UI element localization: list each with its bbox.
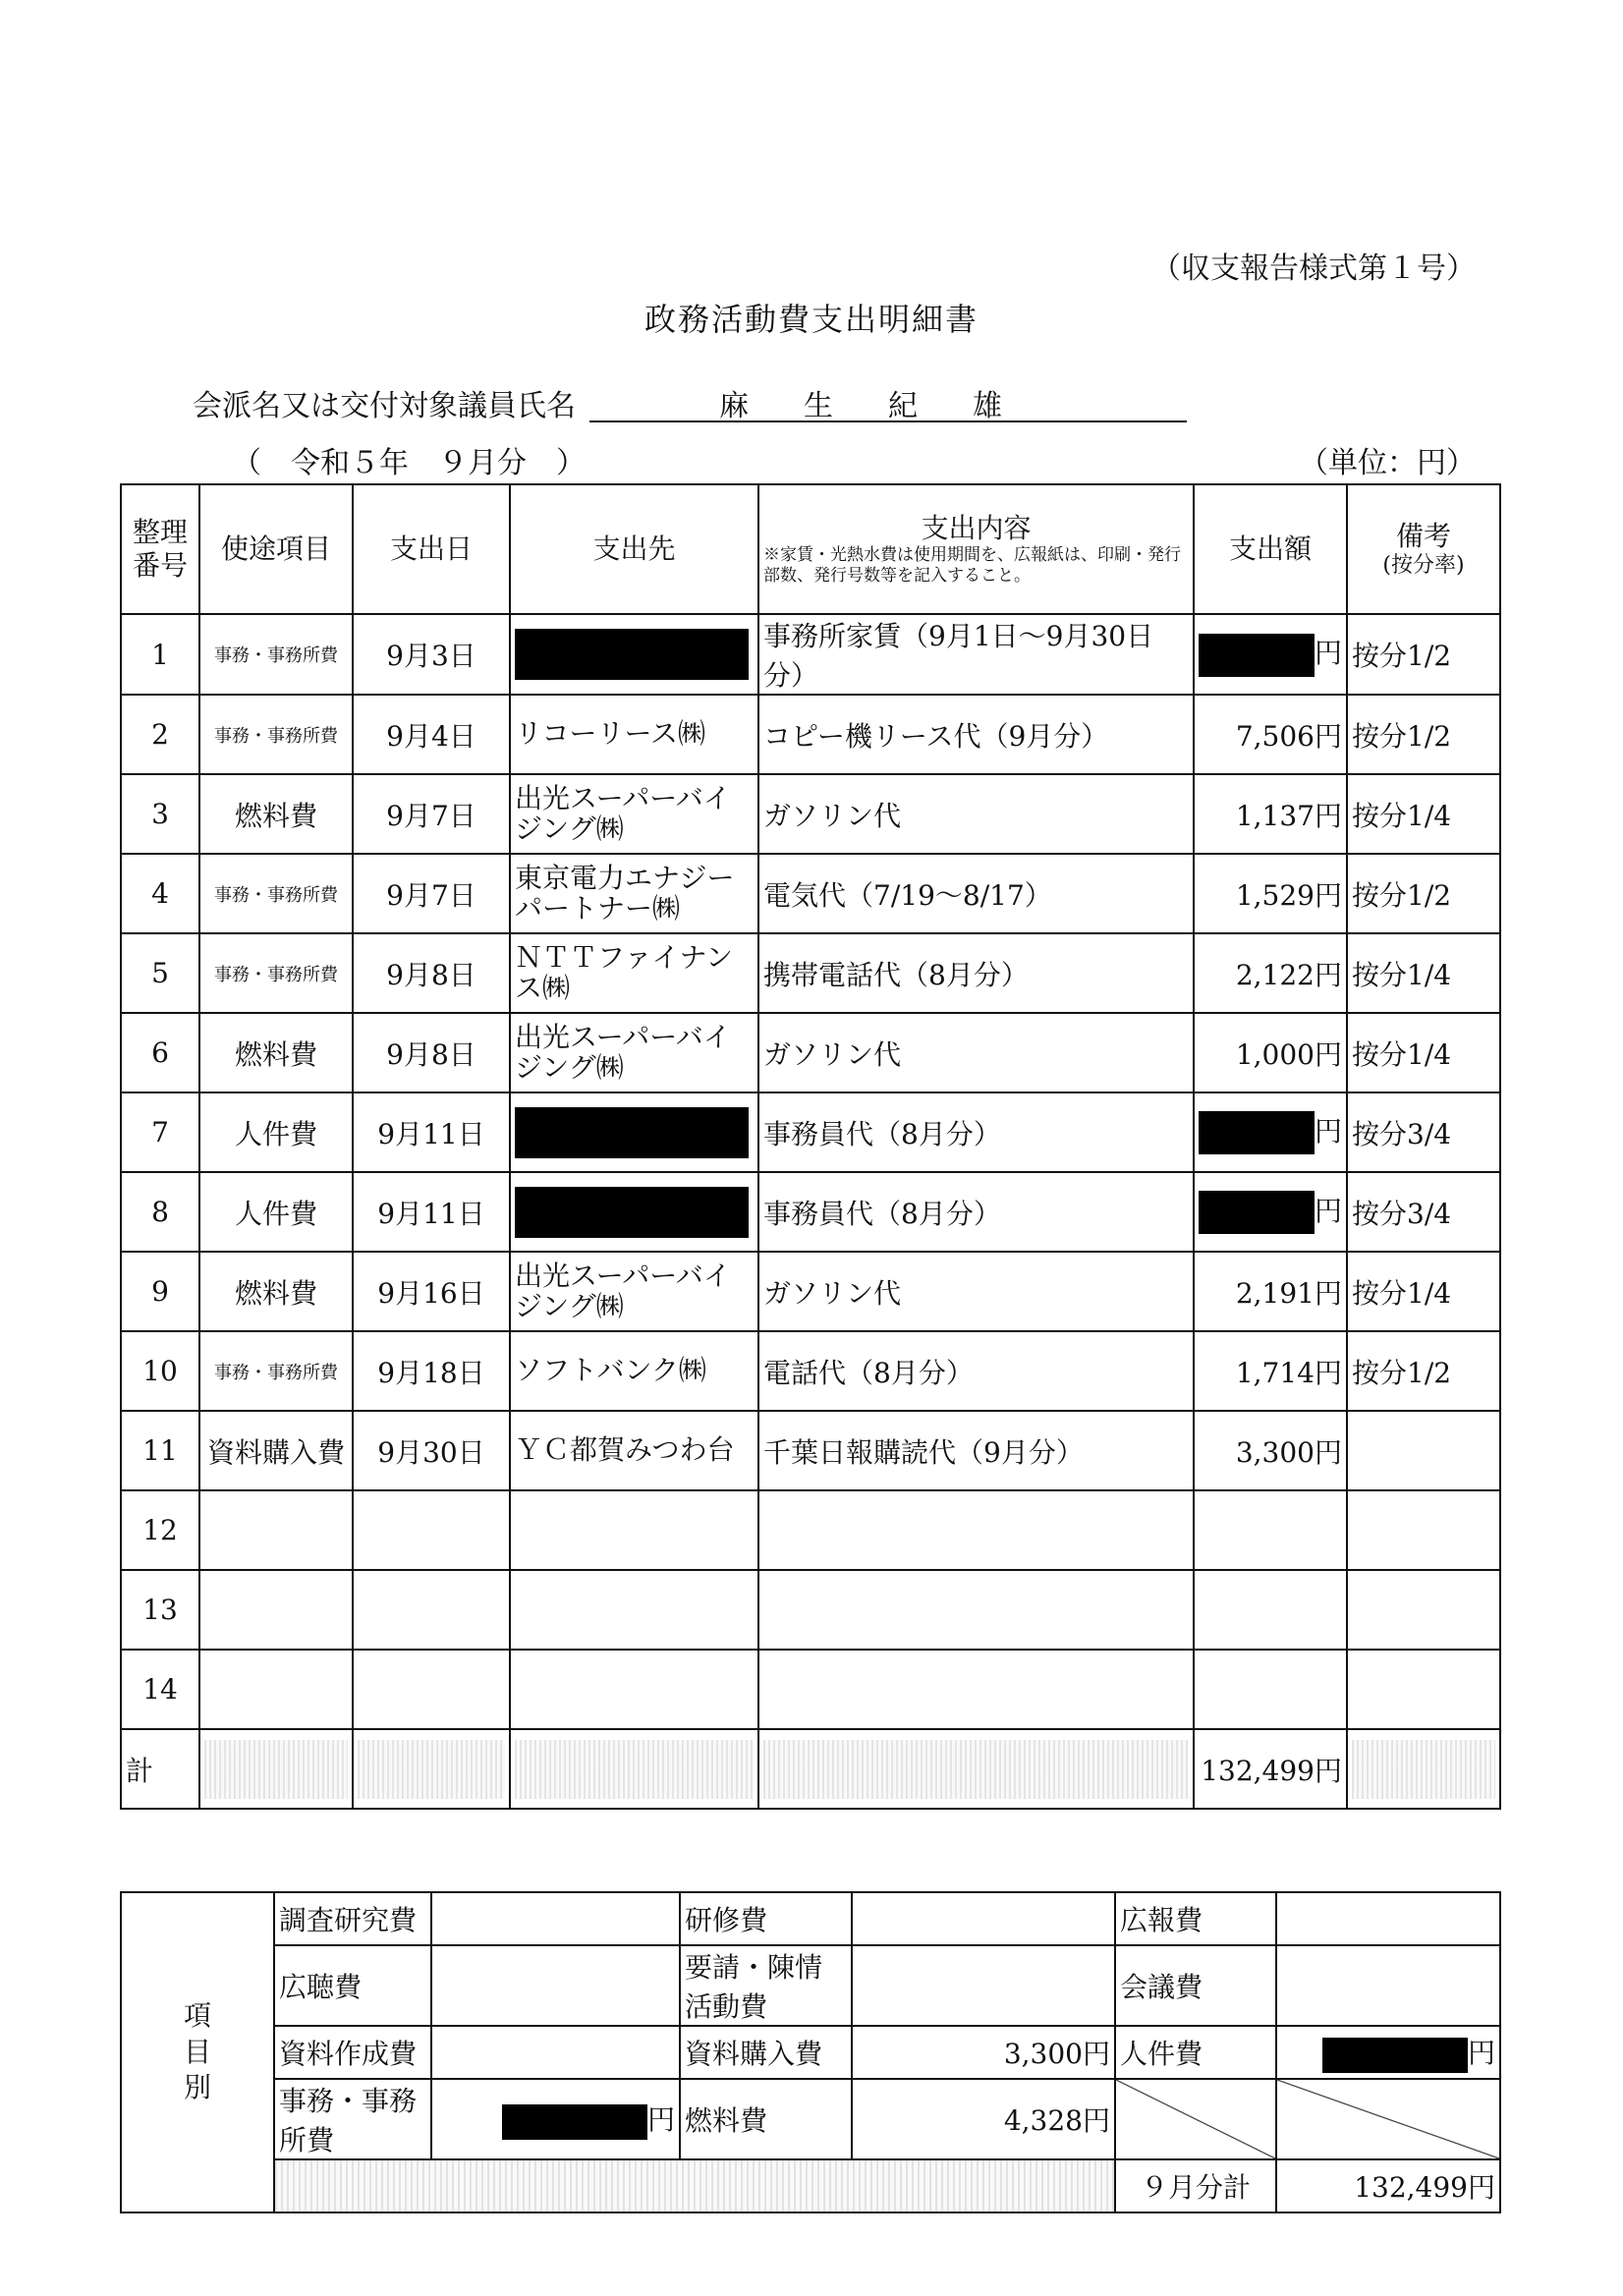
row-amount xyxy=(1194,1172,1347,1252)
row-payee: リコーリース㈱ xyxy=(510,695,758,774)
row-category: 燃料費 xyxy=(199,1013,353,1092)
header-amount: 支出額 xyxy=(1194,484,1347,614)
summary-blank-area xyxy=(274,2159,1115,2212)
row-description: 電気代（7/19～8/17） xyxy=(758,854,1194,933)
row-date: 9月16日 xyxy=(353,1252,510,1331)
row-date: 9月7日 xyxy=(353,854,510,933)
summary-kouhou-label: 広報費 xyxy=(1115,1892,1276,1945)
row-date: 9月3日 xyxy=(353,614,510,695)
header-note-main: 備考 xyxy=(1395,520,1451,552)
summary-kouchou-label: 広聴費 xyxy=(274,1945,431,2026)
row-date xyxy=(353,1490,510,1570)
table-row xyxy=(121,1570,1500,1650)
row-payee xyxy=(510,614,758,695)
total-blank xyxy=(199,1729,353,1809)
row-number: 11 xyxy=(121,1411,199,1490)
row-description: 電話代（8月分） xyxy=(758,1331,1194,1411)
row-amount xyxy=(1194,1490,1347,1570)
summary-kouchou-amount xyxy=(431,1945,680,2026)
total-label: 計 xyxy=(121,1729,199,1809)
redaction-block xyxy=(1199,634,1315,677)
row-amount xyxy=(1194,1092,1347,1172)
redaction-block xyxy=(502,2104,647,2140)
row-date: 9月8日 xyxy=(353,1013,510,1092)
row-description: 事務員代（8月分） xyxy=(758,1172,1194,1252)
row-description xyxy=(758,1650,1194,1729)
header-num: 整理番号 xyxy=(121,484,199,614)
summary-jinken-label: 人件費 xyxy=(1115,2026,1276,2079)
row-description: 事務所家賃（9月1日～9月30日分） xyxy=(758,614,1194,695)
table-header-row xyxy=(121,484,1500,614)
row-description: ガソリン代 xyxy=(758,1013,1194,1092)
row-description: 携帯電話代（8月分） xyxy=(758,933,1194,1013)
row-category: 事務・事務所費 xyxy=(199,933,353,1013)
row-date: 9月8日 xyxy=(353,933,510,1013)
row-category: 事務・事務所費 xyxy=(199,1331,353,1411)
row-payee xyxy=(510,1092,758,1172)
summary-yousei-label: 要請・陳情活動費 xyxy=(680,1945,852,2026)
total-blank xyxy=(510,1729,758,1809)
table-row xyxy=(121,695,1500,774)
row-amount: 2,122円 xyxy=(1194,933,1347,1013)
row-payee: 東京電力エナジーパートナー㈱ xyxy=(510,854,758,933)
row-payee: 出光スーパーバイジング㈱ xyxy=(510,1013,758,1092)
row-category: 燃料費 xyxy=(199,1252,353,1331)
redaction-block xyxy=(1199,1191,1315,1234)
summary-shiryou-kounyu-amount: 3,300円 xyxy=(852,2026,1115,2079)
row-date xyxy=(353,1570,510,1650)
header-category: 使途項目 xyxy=(199,484,353,614)
row-amount xyxy=(1194,614,1347,695)
expense-table xyxy=(120,483,1501,1810)
summary-kenshu-label: 研修費 xyxy=(680,1892,852,1945)
row-amount-unit: 円 xyxy=(1315,1114,1343,1148)
summary-chousa-label: 調査研究費 xyxy=(274,1892,431,1945)
row-date: 9月7日 xyxy=(353,774,510,854)
summary-month-total: 132,499円 xyxy=(1276,2159,1500,2212)
row-number: 9 xyxy=(121,1252,199,1331)
table-row xyxy=(121,1650,1500,1729)
row-category xyxy=(199,1570,353,1650)
row-note: 按分1/2 xyxy=(1347,695,1500,774)
summary-side-label: 項目別 xyxy=(121,1892,274,2212)
summary-shiryou-sakusei-amount xyxy=(431,2026,680,2079)
summary-slash-cell xyxy=(1115,2079,1276,2159)
row-number: 5 xyxy=(121,933,199,1013)
row-number: 6 xyxy=(121,1013,199,1092)
table-row xyxy=(121,854,1500,933)
row-description xyxy=(758,1570,1194,1650)
unit-label: （単位：円） xyxy=(1299,446,1476,480)
row-amount: 1,137円 xyxy=(1194,774,1347,854)
row-number: 3 xyxy=(121,774,199,854)
name-label: 会派名又は交付対象議員氏名 xyxy=(193,389,576,423)
total-blank xyxy=(353,1729,510,1809)
redaction-block xyxy=(515,1187,749,1238)
row-number: 13 xyxy=(121,1570,199,1650)
table-row xyxy=(121,1092,1500,1172)
row-amount: 1,000円 xyxy=(1194,1013,1347,1092)
category-summary-table xyxy=(120,1891,1501,2213)
row-payee: 出光スーパーバイジング㈱ xyxy=(510,1252,758,1331)
row-category xyxy=(199,1490,353,1570)
row-payee xyxy=(510,1172,758,1252)
row-category: 事務・事務所費 xyxy=(199,854,353,933)
row-note xyxy=(1347,1411,1500,1490)
row-date: 9月4日 xyxy=(353,695,510,774)
summary-slash-cell xyxy=(1276,2079,1500,2159)
row-payee: ＹＣ都賀みつわ台 xyxy=(510,1411,758,1490)
row-description: ガソリン代 xyxy=(758,774,1194,854)
row-payee xyxy=(510,1570,758,1650)
row-note: 按分1/4 xyxy=(1347,933,1500,1013)
header-description-note: ※家賃・光熱水費は使用期間を、広報紙は、印刷・発行部数、発行号数等を記入すること。 xyxy=(763,544,1181,586)
summary-jinken-amount: 円 xyxy=(1276,2026,1500,2079)
row-category: 資料購入費 xyxy=(199,1411,353,1490)
row-number: 2 xyxy=(121,695,199,774)
row-number: 1 xyxy=(121,614,199,695)
table-row xyxy=(121,614,1500,695)
total-amount: 132,499円 xyxy=(1194,1729,1347,1809)
row-note: 按分1/4 xyxy=(1347,1252,1500,1331)
row-category: 事務・事務所費 xyxy=(199,614,353,695)
row-payee: 出光スーパーバイジング㈱ xyxy=(510,774,758,854)
row-description: 千葉日報購読代（9月分） xyxy=(758,1411,1194,1490)
header-date: 支出日 xyxy=(353,484,510,614)
table-row xyxy=(121,1252,1500,1331)
total-blank xyxy=(758,1729,1194,1809)
row-description: 事務員代（8月分） xyxy=(758,1092,1194,1172)
row-description xyxy=(758,1490,1194,1570)
row-number: 8 xyxy=(121,1172,199,1252)
row-category: 事務・事務所費 xyxy=(199,695,353,774)
summary-kenshu-amount xyxy=(852,1892,1115,1945)
summary-chousa-amount xyxy=(431,1892,680,1945)
row-amount xyxy=(1194,1570,1347,1650)
member-name: 麻生紀雄 xyxy=(589,381,1187,422)
row-note: 按分1/4 xyxy=(1347,774,1500,854)
summary-shiryou-kounyu-label: 資料購入費 xyxy=(680,2026,852,2079)
redaction-block xyxy=(1322,2038,1468,2073)
row-category xyxy=(199,1650,353,1729)
row-category: 人件費 xyxy=(199,1092,353,1172)
row-description: コピー機リース代（9月分） xyxy=(758,695,1194,774)
summary-jimu-label: 事務・事務所費 xyxy=(274,2079,431,2159)
summary-kaigi-amount xyxy=(1276,1945,1500,2026)
table-row xyxy=(121,1411,1500,1490)
row-note: 按分1/2 xyxy=(1347,614,1500,695)
row-category: 人件費 xyxy=(199,1172,353,1252)
document-title: 政務活動費支出明細書 xyxy=(644,301,979,338)
row-date: 9月18日 xyxy=(353,1331,510,1411)
row-number: 14 xyxy=(121,1650,199,1729)
row-note: 按分1/2 xyxy=(1347,1331,1500,1411)
row-date: 9月11日 xyxy=(353,1172,510,1252)
row-note xyxy=(1347,1650,1500,1729)
row-amount: 1,529円 xyxy=(1194,854,1347,933)
row-amount xyxy=(1194,1650,1347,1729)
total-row xyxy=(121,1729,1500,1809)
table-row xyxy=(121,1490,1500,1570)
table-row xyxy=(121,1013,1500,1092)
row-number: 7 xyxy=(121,1092,199,1172)
summary-month-total-label: ９月分計 xyxy=(1115,2159,1276,2212)
summary-kaigi-label: 会議費 xyxy=(1115,1945,1276,2026)
row-category: 燃料費 xyxy=(199,774,353,854)
row-amount: 3,300円 xyxy=(1194,1411,1347,1490)
row-amount: 1,714円 xyxy=(1194,1331,1347,1411)
header-description xyxy=(758,484,1194,614)
summary-nenryou-label: 燃料費 xyxy=(680,2079,852,2159)
redaction-block xyxy=(515,1107,749,1158)
row-note: 按分3/4 xyxy=(1347,1172,1500,1252)
row-amount: 7,506円 xyxy=(1194,695,1347,774)
header-note xyxy=(1347,484,1500,614)
row-amount: 2,191円 xyxy=(1194,1252,1347,1331)
row-date: 9月11日 xyxy=(353,1092,510,1172)
row-payee xyxy=(510,1490,758,1570)
table-row xyxy=(121,1331,1500,1411)
redaction-block xyxy=(1199,1111,1315,1154)
row-note xyxy=(1347,1490,1500,1570)
table-row xyxy=(121,1172,1500,1252)
summary-kouhou-amount xyxy=(1276,1892,1500,1945)
row-note: 按分1/2 xyxy=(1347,854,1500,933)
summary-shiryou-sakusei-label: 資料作成費 xyxy=(274,2026,431,2079)
row-note: 按分3/4 xyxy=(1347,1092,1500,1172)
row-number: 10 xyxy=(121,1331,199,1411)
row-date xyxy=(353,1650,510,1729)
report-period: （ 令和５年 ９月分 ） xyxy=(232,446,586,480)
row-note xyxy=(1347,1570,1500,1650)
header-note-sub: (按分率) xyxy=(1382,552,1465,578)
row-payee: ソフトバンク㈱ xyxy=(510,1331,758,1411)
row-number: 12 xyxy=(121,1490,199,1570)
table-row xyxy=(121,774,1500,854)
header-description-main: 支出内容 xyxy=(921,511,1032,544)
summary-nenryou-amount: 4,328円 xyxy=(852,2079,1115,2159)
row-payee xyxy=(510,1650,758,1729)
row-amount-unit: 円 xyxy=(1315,1194,1343,1227)
summary-jimu-amount: 円 xyxy=(431,2079,680,2159)
header-payee: 支出先 xyxy=(510,484,758,614)
table-row xyxy=(121,933,1500,1013)
redaction-block xyxy=(515,629,749,680)
summary-yousei-amount xyxy=(852,1945,1115,2026)
row-note: 按分1/4 xyxy=(1347,1013,1500,1092)
form-number: （収支報告様式第１号） xyxy=(1151,252,1476,286)
row-date: 9月30日 xyxy=(353,1411,510,1490)
row-payee: ＮＴＴファイナンス㈱ xyxy=(510,933,758,1013)
row-amount-unit: 円 xyxy=(1315,637,1343,670)
row-description: ガソリン代 xyxy=(758,1252,1194,1331)
total-blank xyxy=(1347,1729,1500,1809)
row-number: 4 xyxy=(121,854,199,933)
